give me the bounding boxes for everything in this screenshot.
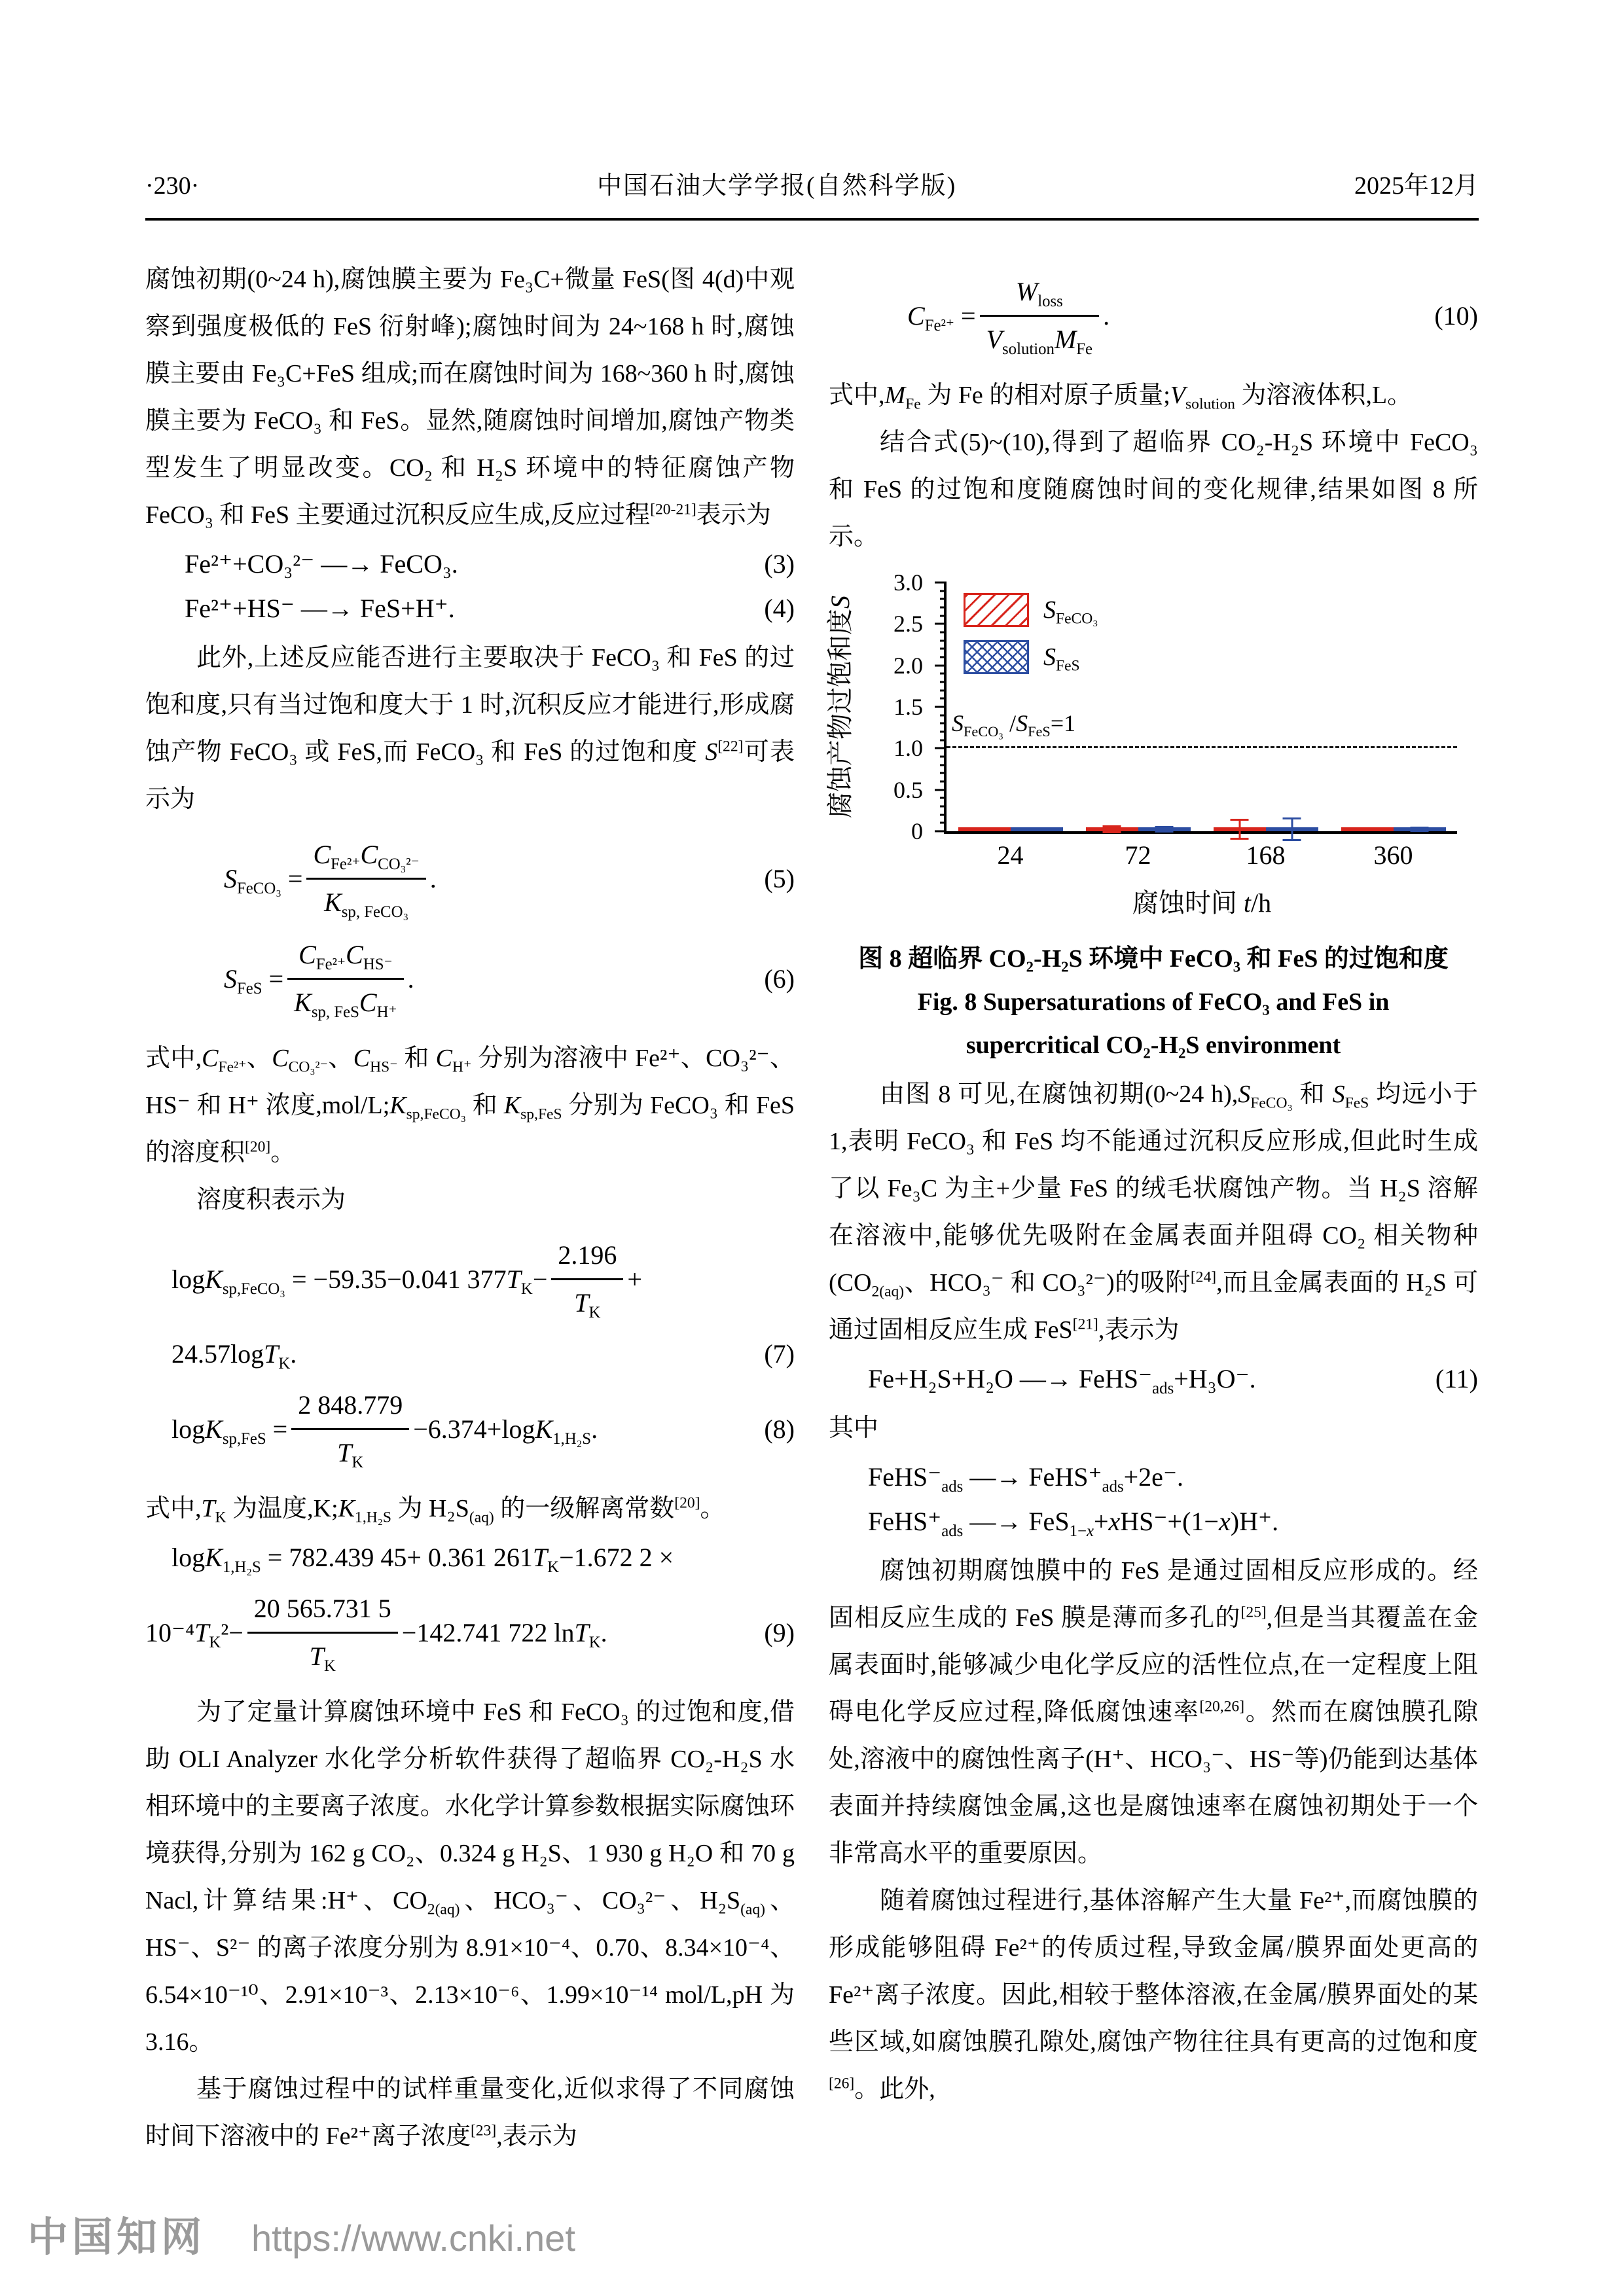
equation-6-tail: .: [407, 963, 414, 994]
y-axis-tick: [940, 772, 947, 774]
y-axis-tick: [940, 681, 947, 683]
equation-3-body: Fe²⁺+CO₃²⁻ —→ FeCO₃.: [185, 549, 458, 579]
two-column-body: [145, 256, 1479, 2160]
error-bar-cap-bottom: [975, 829, 994, 831]
y-axis-tick: [935, 582, 947, 584]
y-axis-tick: [940, 639, 947, 641]
bar-SFeCO3-72h: [1086, 827, 1138, 831]
equation-unnumbered-b-body: $FeHS^+_{ads}$ —→ FeS$_{1-x}$+xHS⁻+(1−x)H⁺.: [868, 1507, 1279, 1540]
equation-unnumbered-a: [829, 1458, 1478, 1496]
error-bar-cap-bottom: [1103, 831, 1121, 833]
equation-3-number: (3): [764, 549, 795, 579]
paragraph-figure8-discussion: 由图 8 可见,在腐蚀初期(0~24 $h),S_{FeCO_3}$ 和 $S_{FeS}$ 均远小于 1,表明 FeCO₃ 和 FeS 均不能通过沉积反应形成,但此时生成了以 Fe₃C 为主+少量 FeS 的绒毛状腐蚀产物。当 H₂S 溶解在溶液中,能够优先吸附在金属表面并阻碍 CO₂ 相关物种($CO_{2(aq)}$、HCO₃⁻ 和 CO₃²⁻)的吸附[24],而且金属表面的 H₂S 可通过固相反应生成 FeS[21],表示为: [829, 1081, 1478, 1344]
journal-title: 中国石油大学学报(自然科学版): [596, 172, 957, 200]
figure8-caption-zh: 图 8 超临界 CO₂-H₂S 环境中 FeCO₃ 和 FeS 的过饱和度: [858, 945, 1449, 973]
paragraph-corrosion-film: 腐蚀初期(0~24 h),腐蚀膜主要为 Fe₃C+微量 FeS(图 4(d)中观察到强度极低的 FeS 衍射峰);腐蚀时间为 24~168 h 时,腐蚀膜主要由 Fe₃C+FeS 组成;而在腐蚀时间为 168~360 h 时,腐蚀膜主要为 FeCO₃ 和 FeS。显然,随腐蚀时间增加,腐蚀产物类型发生了明显改变。CO₂ 和 H₂S 环境中的特征腐蚀产物 FeCO₃ 和 FeS 主要通过沉积反应生成,反应过程[20-21]表示为: [145, 266, 795, 529]
y-tick-label: 1.0: [893, 735, 923, 762]
equation-7-line2-body: 24.57logT$_K$.: [171, 1339, 297, 1372]
right-column: [825, 256, 1478, 2160]
error-bar: [1418, 827, 1420, 832]
y-tick-label: 3.0: [893, 569, 923, 596]
y-axis-tick: [935, 664, 947, 666]
legend-label-SFeS: $S_{FeS}$: [1043, 643, 1080, 675]
y-tick-label: 0: [911, 818, 923, 844]
y-axis-tick: [935, 623, 947, 625]
equation-8-number: (8): [764, 1414, 795, 1444]
y-axis-tick: [940, 656, 947, 658]
error-bar-cap-bottom: [1155, 831, 1174, 833]
cnki-logo: 中国知网: [27, 2215, 206, 2260]
equation-10-tail: .: [1103, 300, 1110, 331]
refline-annotation: $S_{FeCO_3}$ $/S_{FeS}=1$: [952, 710, 1076, 740]
equation-7-number: (7): [764, 1339, 795, 1369]
equation-9-pre: $10^{-4}T_K^2-$: [145, 1617, 244, 1651]
error-bar-cap-top: [1155, 826, 1174, 828]
y-axis-tick: [940, 648, 947, 650]
error-bar: [1036, 828, 1038, 830]
cnki-url: https://www.cnki.net: [251, 2217, 575, 2259]
fraction-numerator: 20 565.731 5: [247, 1588, 398, 1634]
error-bar: [1238, 819, 1240, 840]
y-axis-tick: [940, 590, 947, 592]
paragraph-symbol-definitions: 式中$,C_{Fe^{2+}}$、$C_{CO_3^{2-}}$、$C_{HS^-}$ 和 $C_{H^+}$ 分别为溶液中 Fe²⁺、CO₃²⁻、HS⁻ 和 H⁺ 浓度$,mol/L;K_{sp,FeCO_3}$ 和 $K_{sp,FeS}$ 分别为 FeCO₃ 和 FeS 的溶度积[20]。: [145, 1045, 795, 1166]
equation-6-fraction: [287, 935, 403, 1023]
error-bar-cap-top: [1283, 817, 1301, 819]
x-tick-label-360h: 360: [1373, 840, 1413, 870]
error-bar-cap-top: [1411, 827, 1429, 829]
equation-9-number: (9): [764, 1617, 795, 1647]
equation-6-number: (6): [764, 963, 795, 994]
equation-9-fraction: [247, 1588, 398, 1677]
equation-4: [145, 590, 795, 628]
equation-10-number: (10): [1434, 300, 1478, 331]
page-header: [145, 165, 1479, 221]
equation-7-line1: [145, 1235, 795, 1323]
bar-group-168h: [1202, 827, 1329, 831]
y-axis-tick: [940, 781, 947, 783]
equation-8: [145, 1385, 795, 1473]
equation-8-lhs: logK$_{sp,FeS}$ =: [171, 1414, 288, 1448]
x-tick-label-168h: 168: [1246, 840, 1286, 870]
bar-SFeCO3-360h: [1341, 827, 1394, 831]
equation-4-body: Fe²⁺+HS⁻ —→ FeS+H⁺.: [185, 594, 455, 623]
equation-5-lhs: $S_{FeCO_3}$ =: [224, 863, 303, 897]
y-axis-tick: [940, 731, 947, 733]
equation-10-lhs: $C_{Fe^{2+}}$ =: [907, 300, 976, 334]
error-bar: [1291, 817, 1293, 840]
x-tick-label-24h: 24: [997, 840, 1024, 870]
y-axis-tick: [940, 756, 947, 758]
fraction-denominator: $T_K$: [574, 1288, 601, 1321]
equation-9-line1: [145, 1539, 795, 1577]
equation-9: [145, 1539, 795, 1677]
error-bar-cap-bottom: [1231, 838, 1249, 840]
fraction-denominator: $K_{sp, FeCO_3}$: [324, 888, 409, 921]
figure8-caption-en-line2: supercritical CO₂-H₂S environment: [965, 1031, 1341, 1059]
paragraph-combining-equations: 结合式(5)~(10),得到了超临界 CO₂-H₂S 环境中 FeCO₃ 和 FeS 的过饱和度随腐蚀时间的变化规律,结果如图 8 所示。: [829, 429, 1478, 550]
equation-7-post: +: [627, 1264, 642, 1294]
equation-9-line1-body: logK$_{1,H_2S}$ = 782.439 45+ 0.361 $261T_K-1.672$ 2 ×: [171, 1543, 674, 1576]
equation-unnumbered-a-body: $FeHS^-_{ads}$ —→ $FeHS^+_{ads}+2e^-$.: [868, 1462, 1184, 1496]
fraction-denominator: $V_{solution}M_{Fe}$: [986, 325, 1093, 358]
equation-8-fraction: [291, 1385, 409, 1473]
bar-SFeS-72h: [1138, 827, 1191, 831]
x-tick-labels: [947, 840, 1457, 870]
fraction-numerator: $C_{Fe^{2+}}C_{HS^-}$: [287, 935, 403, 980]
equation-3: [145, 545, 795, 583]
y-tick-label: 0.5: [893, 776, 923, 803]
equation-10-fraction: [980, 272, 1100, 360]
paragraph-mfe-definition: 式中$,M_{Fe}$ 为 Fe 的相对原子质量$;V_{solution}$ 为溶液体积,L。: [829, 382, 1413, 413]
fraction-denominator: $K_{sp, FeS}C_{H^+}$: [294, 988, 397, 1021]
bar-SFeCO3-24h: [958, 827, 1011, 831]
legend-swatch-SFeS: [964, 640, 1029, 674]
error-bar: [1163, 826, 1165, 833]
bar-SFeS-24h: [1011, 827, 1063, 831]
paragraph-tk-definition: 式中$,T_K$ 为温度$,K;K_{1,H_2S}$ 为 $H_2S_{(aq)}$ 的一级解离常数[20]。: [145, 1494, 725, 1526]
y-axis-tick: [940, 689, 947, 691]
y-axis-tick: [940, 673, 947, 675]
y-axis-tick: [935, 747, 947, 749]
x-axis-title: 腐蚀时间 t/h: [1132, 888, 1272, 918]
page-footer: [27, 2204, 575, 2263]
y-tick-label: 2.5: [893, 611, 923, 637]
error-bar-cap-bottom: [1358, 829, 1377, 831]
y-axis-tick: [940, 607, 947, 609]
fraction-numerator: 2 848.779: [291, 1385, 409, 1430]
y-axis-tick: [940, 723, 947, 725]
error-bar-cap-top: [1103, 825, 1121, 827]
equation-7: [145, 1235, 795, 1373]
paragraph-supersaturation-condition: 此外,上述反应能否进行主要取决于 FeCO₃ 和 FeS 的过饱和度,只有当过饱和度大于 1 时,沉积反应才能进行,形成腐蚀产物 FeCO₃ 或 FeS,而 FeCO₃ 和 FeS 的过饱和度 S[22]可表示为: [145, 644, 795, 813]
paragraph-fe-ion-transport: 随着腐蚀过程进行,基体溶解产生大量 Fe²⁺,而腐蚀膜的形成能够阻碍 Fe²⁺的传质过程,导致金属/膜界面处更高的 Fe²⁺离子浓度。因此,相较于整体溶液,在金属/膜界面处的某些区域,如腐蚀膜孔隙处,腐蚀产物往往具有更高的过饱和度[26]。此外,: [829, 1887, 1478, 2103]
error-bar: [1111, 825, 1113, 834]
y-axis-tick: [935, 789, 947, 791]
y-axis-tick: [940, 698, 947, 700]
error-bar: [983, 828, 985, 830]
legend-label-SFeCO3: $S_{FeCO_3}$: [1043, 596, 1098, 628]
equation-9-line2: [145, 1588, 795, 1677]
paragraph-oli-analyzer: 为了定量计算腐蚀环境中 FeS 和 FeCO₃ 的过饱和度,借助 OLI Analyzer 水化学分析软件获得了超临界 CO₂-H₂S 水相环境中的主要离子浓度。水化学计算参数根据实际腐蚀环境获得,分别为 162 g CO₂、0.324 g H₂S、1 930 g H₂O 和 70 g Nacl,计算结果:H⁺、$CO_{2(aq)}$、HCO₃⁻、CO₃²⁻、$H_2S_{(aq)}$、HS⁻、S²⁻ 的离子浓度分别为 8.91×10⁻⁴、0.70、8.34×10⁻⁴、6.54×10⁻¹⁰、2.91×10⁻³、2.13×10⁻⁶、1.99×10⁻¹⁴ mol/L,pH 为 3.16。: [145, 1698, 795, 2056]
paragraph-solubility-product-intro: 溶度积表示为: [196, 1186, 346, 1213]
y-axis-tick: [940, 632, 947, 634]
error-bar-cap-bottom: [1411, 830, 1429, 832]
equation-7-fraction: [551, 1235, 623, 1323]
equation-8-tail: −6.374+logK$_{1,H_2S}$.: [413, 1414, 598, 1448]
y-tick-label: 1.5: [893, 694, 923, 720]
equation-11: [829, 1360, 1478, 1398]
issue-date: 2025年12月: [1354, 172, 1479, 200]
equation-5-tail: .: [429, 863, 437, 893]
y-axis-tick: [940, 714, 947, 716]
equation-11-body: Fe+H₂S+H₂O —→ $FeHS^-_{ads}+H_3O^-$.: [868, 1364, 1256, 1397]
paragraph-wherein: 其中: [829, 1414, 879, 1442]
page-number: ·230·: [145, 172, 200, 200]
y-axis-tick: [940, 764, 947, 766]
chart-legend: [964, 593, 1098, 674]
legend-entry-SFeS: [964, 640, 1098, 674]
equation-5-number: (5): [764, 863, 795, 893]
y-axis-tick: [940, 615, 947, 617]
fraction-numerator: 2.196: [551, 1235, 623, 1280]
paragraph-fes-film: 腐蚀初期腐蚀膜中的 FeS 是通过固相反应形成的。经固相反应生成的 FeS 膜是薄而多孔的[25],但是当其覆盖在金属表面时,能够减少电化学反应的活性位点,在一定程度上阻碍电化学反应过程,降低腐蚀速率[20,26]。然而在腐蚀膜孔隙处,溶液中的腐蚀性离子(H⁺、HCO₃⁻、HS⁻等)仍能到达基体表面并持续腐蚀金属,这也是腐蚀速率在腐蚀初期处于一个非常高水平的重要原因。: [829, 1557, 1478, 1867]
fraction-numerator: $W_{loss}$: [980, 272, 1100, 317]
error-bar-cap-bottom: [1028, 829, 1046, 831]
y-tick-label: 2.0: [893, 652, 923, 679]
bar-group-72h: [1074, 827, 1202, 831]
equation-4-number: (4): [764, 594, 795, 623]
fraction-numerator: $C_{Fe^{2+}}C_{CO_3^{2-}}$: [306, 834, 425, 880]
fraction-denominator: $T_K$: [309, 1641, 336, 1675]
equation-10: [829, 272, 1478, 360]
y-axis-tick: [940, 822, 947, 824]
equation-11-number: (11): [1435, 1364, 1478, 1393]
y-axis-tick: [940, 806, 947, 808]
y-axis-tick: [935, 706, 947, 708]
equation-7-line2: [145, 1335, 795, 1373]
y-axis-tick: [935, 831, 947, 833]
equation-6: [145, 935, 795, 1023]
equation-6-lhs: $S_{FeS}$ =: [224, 963, 284, 997]
left-column: [145, 256, 795, 2160]
figure8-caption-en-line1: Fig. 8 Supersaturations of FeCO₃ and FeS in: [917, 988, 1390, 1016]
bar-SFeS-168h: [1266, 827, 1318, 831]
legend-entry-SFeCO3: [964, 593, 1098, 627]
equation-unnumbered-b: [829, 1503, 1478, 1541]
y-axis-tick: [940, 598, 947, 600]
error-bar: [1366, 827, 1368, 831]
bar-group-24h: [947, 827, 1074, 831]
error-bar-cap-top: [1231, 819, 1249, 821]
y-axis-title: 腐蚀产物过饱和度S: [825, 596, 855, 818]
y-axis-tick: [940, 797, 947, 799]
bar-SFeCO3-168h: [1214, 827, 1266, 831]
equation-9-post: −142.741 722 lnT$_K$.: [401, 1617, 607, 1651]
x-tick-label-72h: 72: [1125, 840, 1151, 870]
equation-5-fraction: [306, 834, 425, 923]
legend-swatch-SFeCO3: [964, 593, 1029, 627]
y-axis-tick: [940, 814, 947, 816]
figure8-bar-chart: [825, 569, 1457, 918]
figure8: [825, 569, 1478, 1067]
y-axis-tick: [940, 739, 947, 741]
bar-group-360h: [1329, 827, 1457, 831]
paragraph-weight-change: 基于腐蚀过程中的试样重量变化,近似求得了不同腐蚀时间下溶液中的 Fe²⁺离子浓度[23],表示为: [145, 2075, 795, 2150]
equation-7-pre: logK$_{sp,FeCO_3}$ = −59.35−0.041 $377T_K-$: [171, 1264, 548, 1298]
bar-SFeS-360h: [1394, 827, 1446, 831]
equation-5: [145, 834, 795, 923]
fraction-denominator: $T_K$: [337, 1438, 364, 1471]
